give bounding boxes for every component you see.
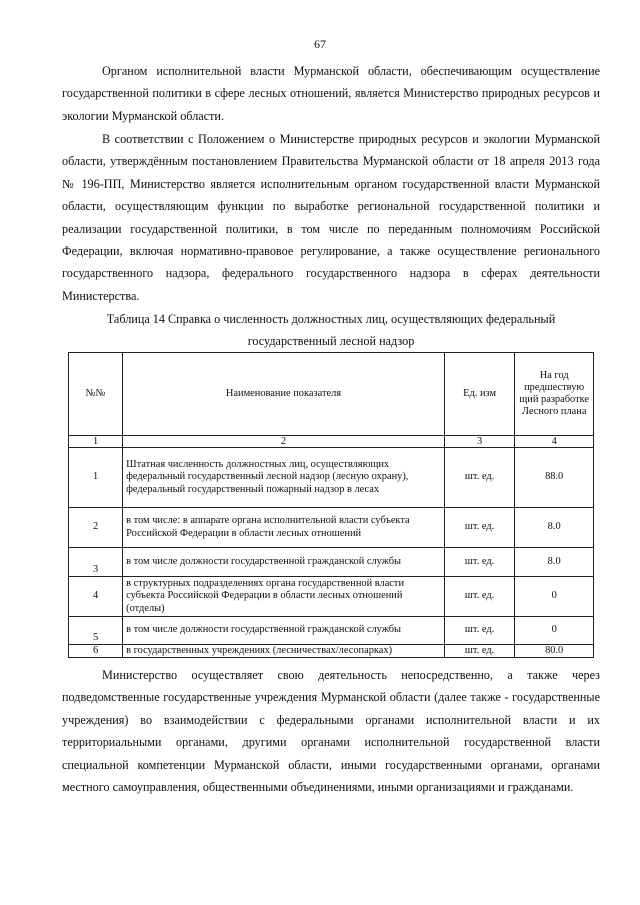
row-name: в государственных учреждениях (лесничествах/лесопарках): [123, 645, 445, 658]
row-unit: шт. ед.: [444, 645, 514, 658]
table-header-row: [69, 353, 594, 436]
row-unit: шт. ед.: [444, 508, 514, 548]
table-row: [69, 508, 594, 548]
row-value: 0: [515, 617, 594, 645]
column-number: 2: [123, 436, 445, 448]
row-value: 88.0: [515, 448, 594, 508]
row-unit: шт. ед.: [444, 577, 514, 617]
table-row: [69, 617, 594, 645]
row-value: 8.0: [515, 508, 594, 548]
column-number: 1: [69, 436, 123, 448]
row-value: 80.0: [515, 645, 594, 658]
header-value: На год предшествую щий разработке Лесного плана: [515, 353, 594, 436]
paragraph-intro: Органом исполнительной власти Мурманской области, обеспечивающим осуществление государственной политики в сфере лесных отношений, является Министерство природных ресурсов и экологии Мурманской области.: [62, 64, 600, 123]
header-unit: Ед. изм: [444, 353, 514, 436]
row-num: 2: [69, 508, 123, 548]
table-caption: [62, 308, 600, 352]
row-num: 1: [69, 448, 123, 508]
row-unit: шт. ед.: [444, 617, 514, 645]
row-name: Штатная численность должностных лиц, осуществляющих федеральный государственный лесной надзор (лесную охрану), федеральный государственный пожарный надзор в лесах: [123, 448, 445, 508]
row-name: в том числе должности государственной гражданской службы: [123, 548, 445, 577]
column-number-row: [69, 436, 594, 448]
page-number: 67: [314, 37, 326, 51]
row-num: 4: [69, 577, 123, 617]
paragraph-activities: Министерство осуществляет свою деятельность непосредственно, а также через подведомственные государственные учреждения Мурманской области (далее также - государственные учреждения) во взаимодействии с федеральными органами исполнительной власти и их территориальными органами, другими органами исполнительной государственной власти специальной компетенции Мурманской области, иными государственными органами, органами местного самоуправления, общественными объединениями, иными организациями и гражданами.: [62, 668, 600, 795]
table-caption-line-2: государственный лесной надзор: [247, 334, 415, 348]
table-row: [69, 577, 594, 617]
table-row: [69, 448, 594, 508]
row-unit: шт. ед.: [444, 448, 514, 508]
officials-table: [68, 352, 594, 658]
header-name: Наименование показателя: [123, 353, 445, 436]
row-value: 0: [515, 577, 594, 617]
row-name: в том числе должности государственной гражданской службы: [123, 617, 445, 645]
table-caption-line-1: Таблица 14 Справка о численность должностных лиц, осуществляющих федеральный: [106, 312, 556, 326]
table-row: [69, 548, 594, 577]
row-name: в структурных подразделениях органа государственной власти субъекта Российской Федерации в области лесных отношений (отделы): [123, 577, 445, 617]
paragraph-regulation: В соответствии с Положением о Министерстве природных ресурсов и экологии Мурманской области, утверждённым постановлением Правительства Мурманской области от 18 апреля 2013 года № 196-ПП, Министерство является исполнительным органом государственной власти Мурманской области, осуществляющим функции по выработке региональной государственной политики и реализации государственной политики, в том числе по переданным полномочиям Российской Федерации, включая нормативно-правовое регулирование, а также осуществление регионального государственного надзора, федерального государственного надзора в сферах деятельности Министерства.: [62, 132, 600, 303]
row-unit: шт. ед.: [444, 548, 514, 577]
row-num: 5: [69, 617, 123, 645]
row-name: в том числе: в аппарате органа исполнительной власти субъекта Российской Федерации в области лесных отношений: [123, 508, 445, 548]
row-num: 3: [69, 548, 123, 577]
row-num: 6: [69, 645, 123, 658]
header-num: №№: [69, 353, 123, 436]
table-row: [69, 645, 594, 658]
row-value: 8.0: [515, 548, 594, 577]
column-number: 4: [515, 436, 594, 448]
column-number: 3: [444, 436, 514, 448]
